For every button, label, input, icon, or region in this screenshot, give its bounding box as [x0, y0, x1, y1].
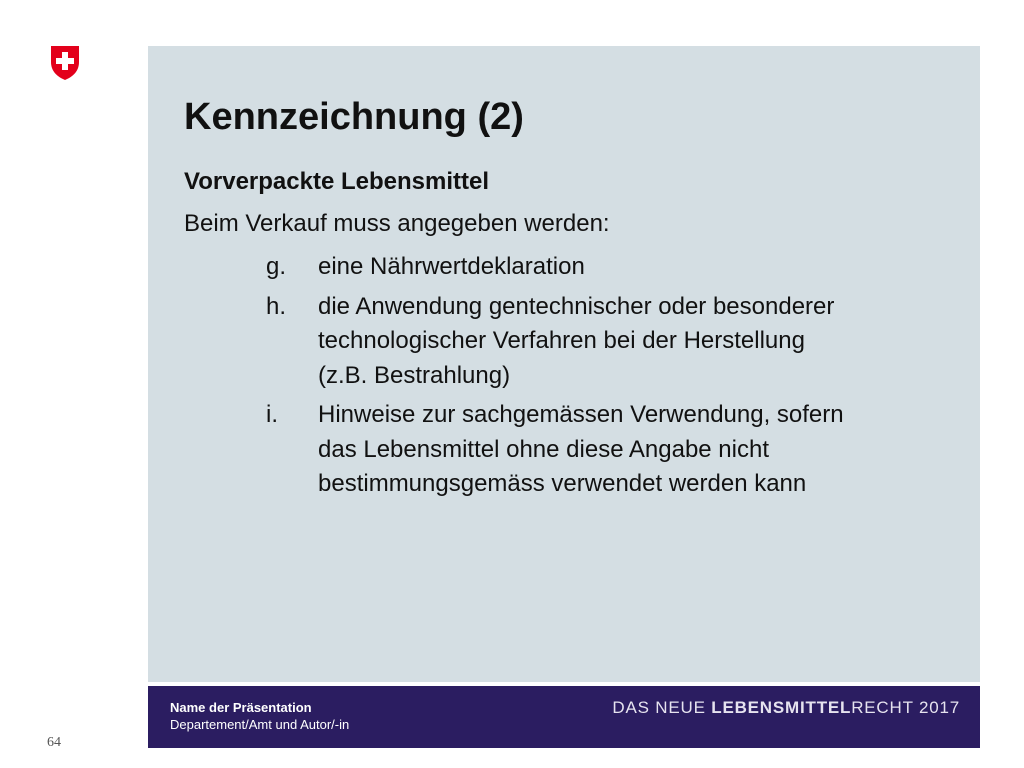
- list-item: [266, 290, 966, 394]
- list-text: eine Nährwertdeklaration: [318, 253, 585, 280]
- presentation-name: Name der Präsentation: [170, 700, 312, 715]
- list-text: die Anwendung gentechnischer oder besonderer technologischer Verfahren bei der Herstellung (z.B. Bestrahlung): [318, 292, 835, 389]
- slide-subtitle: Vorverpackte Lebensmittel: [184, 168, 490, 195]
- department-author: Departement/Amt und Autor/-in: [170, 717, 350, 732]
- footer-bar: [148, 686, 980, 748]
- requirements-list: [266, 250, 966, 507]
- brand-bold: LEBENSMITTEL: [711, 698, 852, 717]
- list-marker: i.: [266, 401, 278, 428]
- list-item: [266, 398, 966, 502]
- list-marker: g.: [266, 253, 287, 280]
- campaign-brand: [612, 698, 960, 718]
- intro-text: Beim Verkauf muss angegeben werden:: [184, 210, 610, 237]
- swiss-cross-shield-icon: [50, 45, 80, 81]
- list-marker: h.: [266, 292, 287, 320]
- brand-prefix: DAS NEUE: [612, 698, 712, 717]
- list-text: Hinweise zur sachgemässen Verwendung, sofern das Lebensmittel ohne diese Angabe nicht bestimmungsgemäss verwendet werden kann: [318, 401, 844, 497]
- brand-suffix: RECHT 2017: [851, 698, 960, 717]
- page-number: 64: [47, 735, 61, 750]
- list-item: [266, 250, 966, 285]
- slide-title: Kennzeichnung (2): [184, 96, 524, 138]
